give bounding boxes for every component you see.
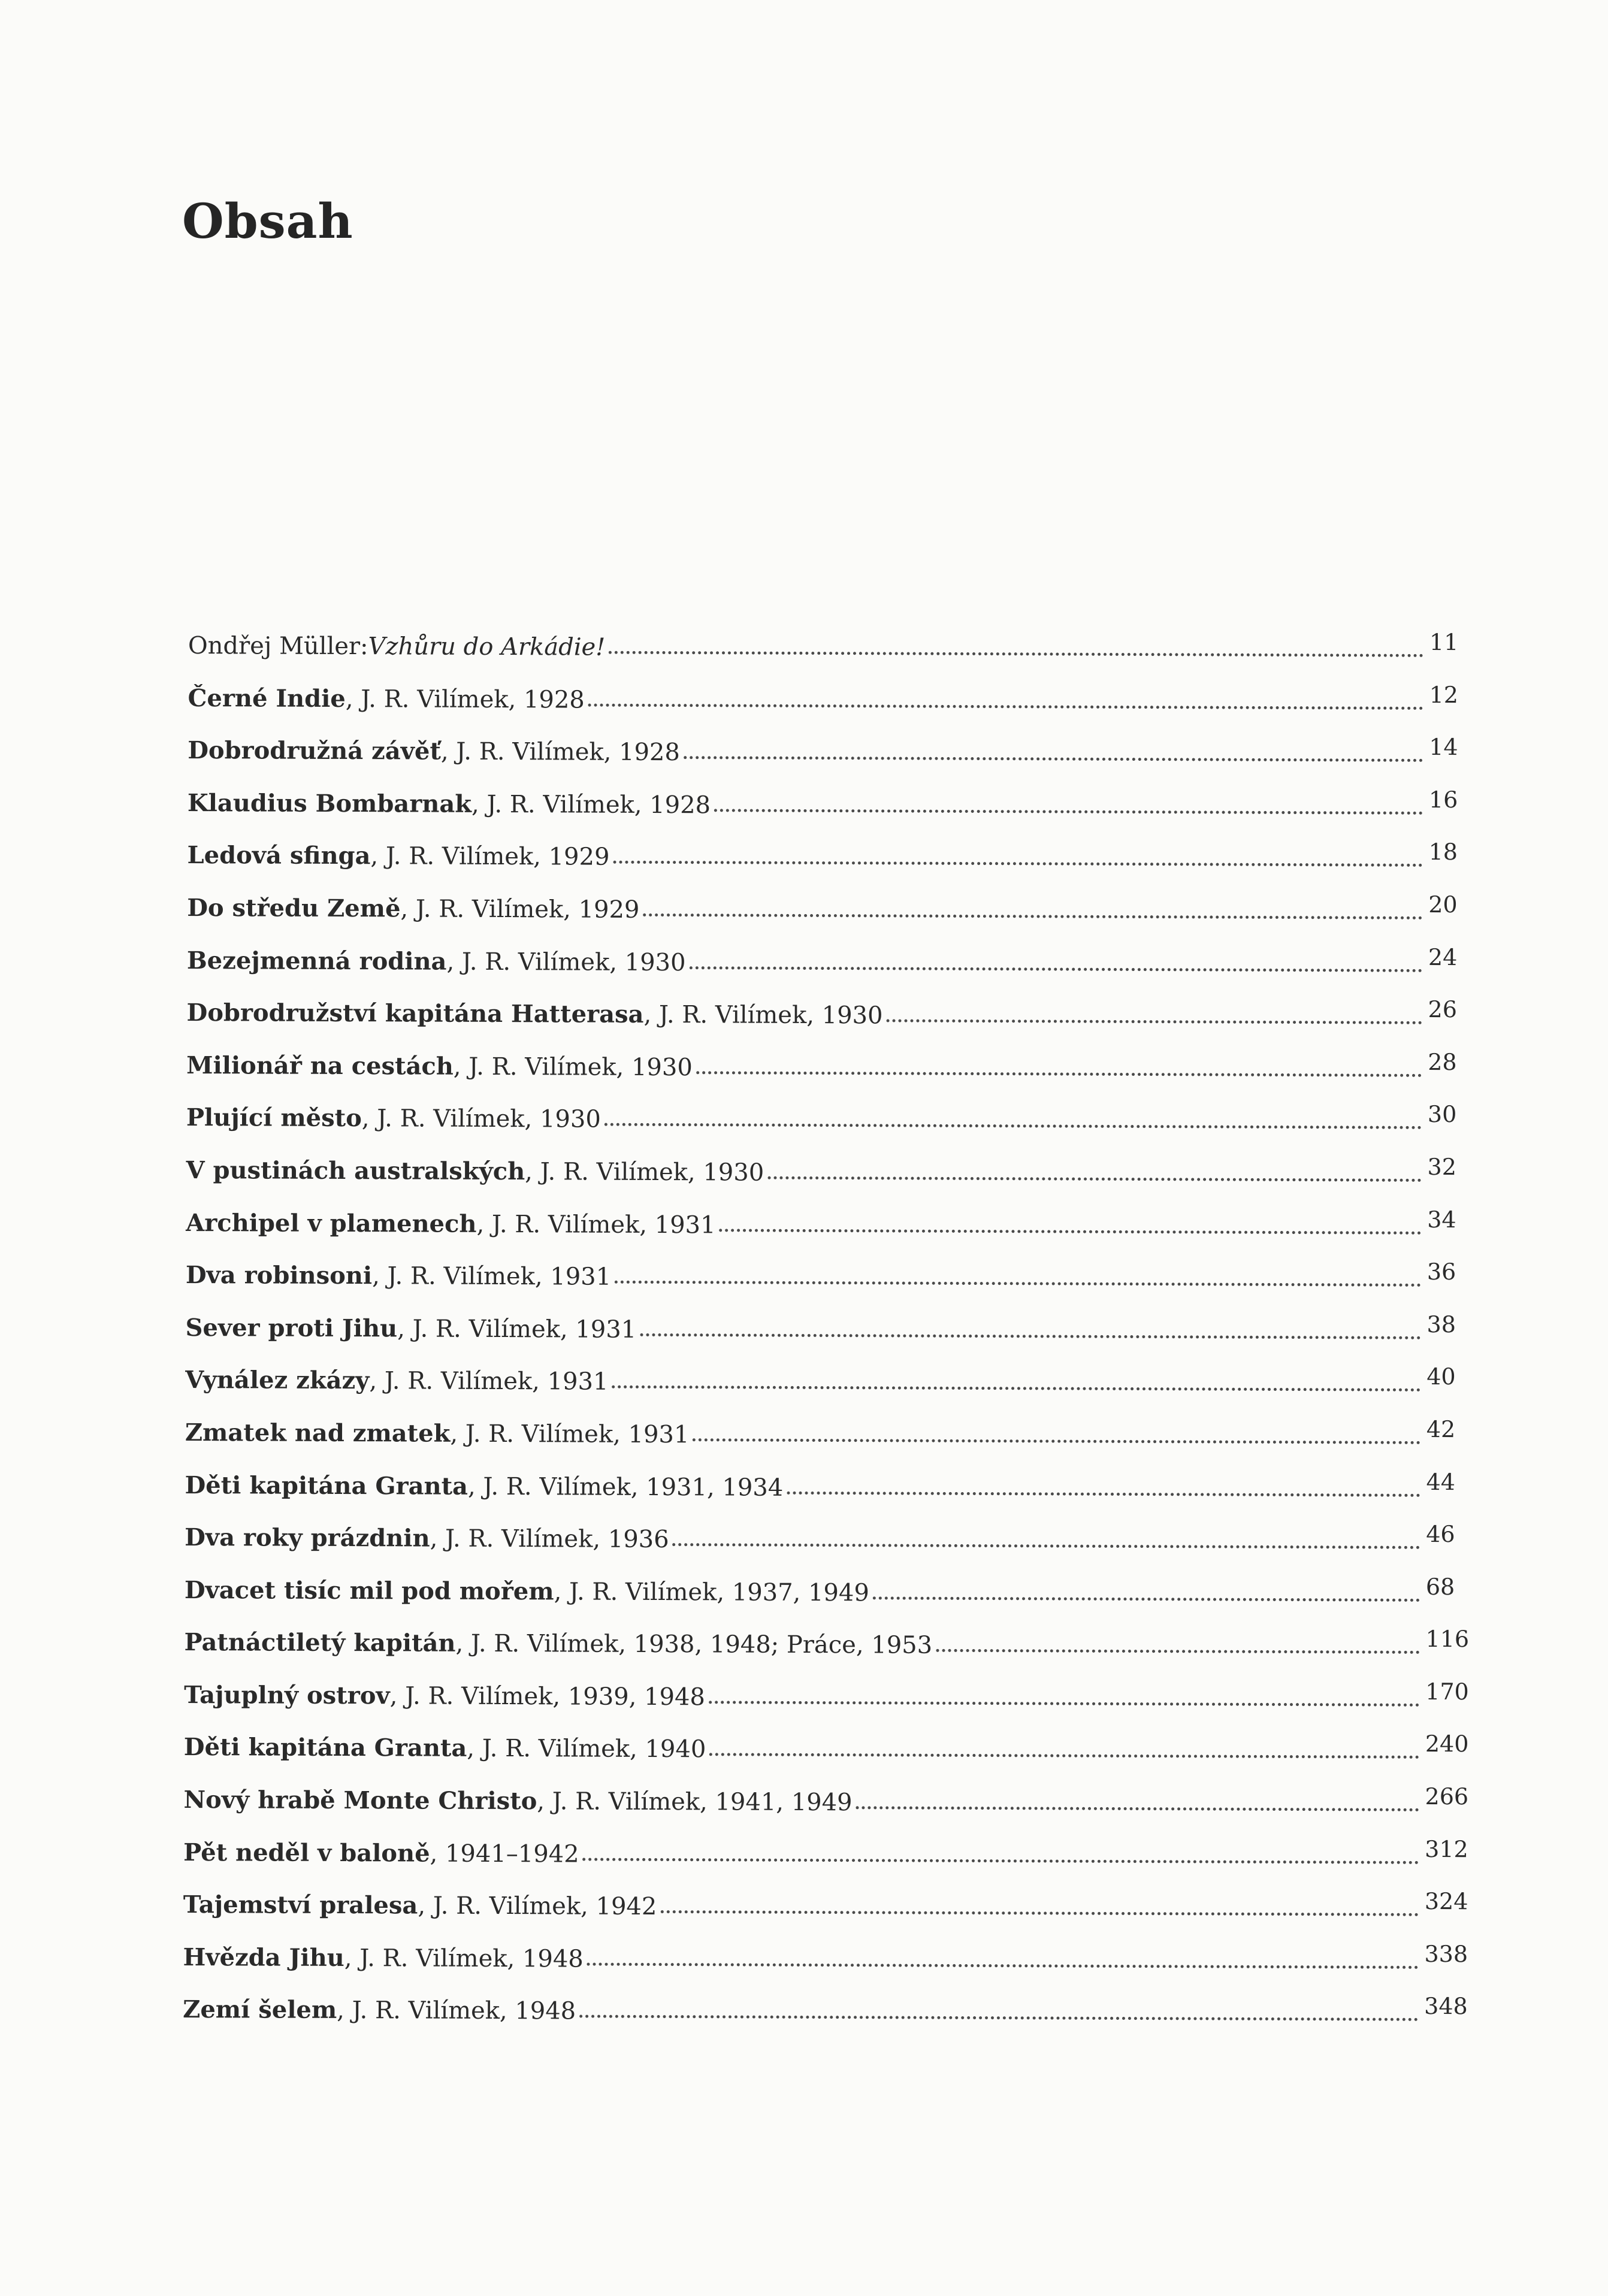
toc-entry-separator: , xyxy=(418,1892,433,1920)
dot-leader xyxy=(719,1229,1421,1234)
toc-entry-separator: , xyxy=(430,1840,446,1868)
toc-entry-title: Patnáctiletý kapitán xyxy=(184,1628,456,1658)
toc-entry[interactable] xyxy=(186,1101,1482,1163)
toc-entry-title: Do středu Země xyxy=(187,893,401,923)
toc-entry-publication: J. R. Vilímek, 1930 xyxy=(461,948,686,976)
toc-entry-separator: , xyxy=(369,1367,385,1395)
toc-entry-publication: J. R. Vilímek, 1937, 1949 xyxy=(569,1578,869,1607)
toc-page-number: 24 xyxy=(1428,943,1458,970)
toc-entry-separator: , xyxy=(453,1052,469,1081)
toc-entry-title: Děti kapitána Granta xyxy=(183,1733,467,1763)
toc-page-number: 11 xyxy=(1429,628,1459,656)
toc-entry-publication: 1941–1942 xyxy=(445,1840,579,1868)
toc-entry[interactable] xyxy=(183,1993,1478,2055)
toc-entry-title: Dobrodružná závěť xyxy=(188,736,441,766)
toc-entry[interactable] xyxy=(187,839,1482,901)
toc-entry-title: Pět neděl v baloně xyxy=(183,1838,430,1868)
toc-entry-publication: J. R. Vilímek, 1931 xyxy=(465,1420,690,1449)
toc-page-number: 324 xyxy=(1424,1888,1468,1915)
dot-leader xyxy=(767,1176,1421,1182)
toc-entry-title: Dvacet tisíc mil pod mořem xyxy=(184,1575,554,1606)
dot-leader xyxy=(612,1386,1420,1391)
toc-page-number: 46 xyxy=(1426,1521,1455,1548)
toc-entry-title: Ledová sfinga xyxy=(187,841,371,870)
toc-entry-separator: , xyxy=(467,1735,482,1763)
toc-entry-separator: , xyxy=(525,1158,540,1186)
toc-entry[interactable] xyxy=(183,1783,1479,1846)
toc-page-number: 34 xyxy=(1427,1206,1456,1233)
dot-leader xyxy=(787,1491,1420,1496)
toc-entry-publication: J. R. Vilímek, 1931 xyxy=(412,1315,637,1344)
toc-entry-separator: , xyxy=(389,1682,406,1710)
dot-leader xyxy=(583,1858,1419,1864)
toc-page-number: 28 xyxy=(1428,1048,1457,1075)
toc-page-number: 170 xyxy=(1425,1678,1469,1705)
toc-entry-title: Zmatek nad zmatek xyxy=(185,1418,451,1448)
toc-entry[interactable] xyxy=(185,1415,1480,1478)
toc-page-number: 312 xyxy=(1425,1835,1468,1862)
dot-leader xyxy=(714,809,1423,815)
toc-entry-separator: , xyxy=(554,1578,570,1606)
toc-intro-author: Ondřej Müller: xyxy=(188,632,368,661)
table-of-contents xyxy=(183,628,1483,2055)
toc-entry[interactable] xyxy=(186,1048,1482,1111)
toc-page-number: 18 xyxy=(1428,839,1458,866)
dot-leader xyxy=(709,1701,1419,1707)
toc-entry-publication: J. R. Vilímek, 1930 xyxy=(658,1001,883,1030)
toc-entry-separator: , xyxy=(361,1105,377,1133)
toc-entry-title: Bezejmenná rodina xyxy=(186,946,447,976)
toc-entry[interactable] xyxy=(183,1731,1479,1793)
toc-entry-publication: J. R. Vilímek, 1931, 1934 xyxy=(483,1472,784,1502)
toc-entry-separator: , xyxy=(372,1262,388,1290)
dot-leader xyxy=(873,1596,1420,1602)
toc-entry-publication: J. R. Vilímek, 1938, 1948; Práce, 1953 xyxy=(470,1630,933,1660)
toc-entry-title: Milionář na cestách xyxy=(186,1051,454,1081)
toc-entry-separator: , xyxy=(344,1944,360,1972)
dot-leader xyxy=(640,1333,1420,1339)
toc-entry-separator: , xyxy=(643,1001,660,1029)
toc-entry[interactable] xyxy=(187,891,1482,954)
toc-entry-separator: , xyxy=(397,1315,413,1343)
toc-page-number: 26 xyxy=(1428,996,1458,1023)
toc-page-number: 38 xyxy=(1426,1311,1456,1338)
toc-entry-publication: J. R. Vilímek, 1928 xyxy=(456,737,680,767)
toc-entry[interactable] xyxy=(184,1573,1480,1636)
dot-leader xyxy=(604,1123,1422,1129)
toc-entry-publication: J. R. Vilímek, 1930 xyxy=(377,1105,601,1133)
dot-leader xyxy=(613,861,1422,867)
toc-intro-work: Vzhůru do Arkádie! xyxy=(368,633,606,661)
dot-leader xyxy=(588,703,1423,709)
toc-page-number: 240 xyxy=(1425,1731,1469,1757)
toc-entry-publication: J. R. Vilímek, 1929 xyxy=(415,895,640,924)
toc-page-number: 40 xyxy=(1426,1363,1456,1390)
dot-leader xyxy=(886,1020,1422,1024)
toc-entry-publication: J. R. Vilímek, 1930 xyxy=(540,1158,764,1187)
toc-entry-title: Tajemství pralesa xyxy=(183,1890,418,1920)
toc-entry[interactable] xyxy=(187,786,1483,849)
toc-entry-title: Dobrodružství kapitána Hatterasa xyxy=(186,999,644,1029)
toc-entry-title: Archipel v plamenech xyxy=(186,1208,477,1238)
toc-page-number: 116 xyxy=(1425,1626,1470,1653)
toc-entry[interactable] xyxy=(185,1311,1480,1374)
toc-entry[interactable] xyxy=(185,1363,1480,1426)
toc-entry-title: Děti kapitána Granta xyxy=(185,1471,469,1501)
dot-leader xyxy=(643,913,1422,919)
toc-entry-title: Plující město xyxy=(186,1103,362,1133)
toc-entry-publication: J. R. Vilímek, 1941, 1949 xyxy=(552,1787,853,1817)
toc-page-number: 338 xyxy=(1424,1940,1468,1968)
toc-entry[interactable] xyxy=(185,1259,1481,1321)
toc-entry-separator: , xyxy=(400,895,416,923)
dot-leader xyxy=(689,966,1422,972)
toc-entry-separator: , xyxy=(455,1630,471,1658)
toc-entry-title: Dva robinsoni xyxy=(185,1261,373,1290)
toc-page-number: 12 xyxy=(1429,681,1459,708)
toc-entry-publication: J. R. Vilímek, 1940 xyxy=(482,1735,706,1763)
toc-entry-separator: , xyxy=(450,1420,466,1448)
toc-entry[interactable] xyxy=(185,1468,1480,1530)
dot-leader xyxy=(609,651,1423,657)
toc-page-number: 68 xyxy=(1425,1573,1455,1600)
toc-entry-separator: , xyxy=(476,1210,492,1238)
toc-entry-title: Sever proti Jihu xyxy=(185,1313,398,1343)
toc-entry[interactable] xyxy=(184,1626,1479,1688)
toc-entry-separator: , xyxy=(471,790,487,818)
toc-entry-title: Vynález zkázy xyxy=(185,1366,370,1395)
toc-entry-publication: J. R. Vilímek, 1931 xyxy=(387,1262,612,1291)
toc-entry[interactable] xyxy=(183,1835,1479,1898)
toc-entry[interactable] xyxy=(184,1678,1479,1741)
dot-leader xyxy=(709,1753,1419,1759)
dot-leader xyxy=(684,756,1423,762)
toc-entry-publication: J. R. Vilímek, 1948 xyxy=(359,1944,584,1973)
toc-entry-title: Nový hrabě Monte Christo xyxy=(183,1786,537,1816)
toc-entry-separator: , xyxy=(537,1787,552,1816)
toc-page-number: 30 xyxy=(1427,1101,1457,1128)
toc-entry[interactable] xyxy=(186,943,1482,1006)
toc-entry[interactable] xyxy=(188,734,1483,796)
toc-entry-publication: J. R. Vilímek, 1928 xyxy=(486,790,711,819)
toc-entry-separator: , xyxy=(440,737,457,766)
toc-entry[interactable] xyxy=(183,1888,1479,1950)
toc-page-number: 44 xyxy=(1426,1468,1456,1495)
dot-leader xyxy=(856,1806,1419,1811)
toc-entry-publication: J. R. Vilímek, 1930 xyxy=(469,1052,693,1081)
toc-entry-separator: , xyxy=(337,1996,352,2025)
toc-page-number: 266 xyxy=(1425,1783,1469,1810)
toc-entry-publication: J. R. Vilímek, 1942 xyxy=(433,1892,657,1921)
toc-page-number: 14 xyxy=(1429,734,1458,761)
toc-page-number: 348 xyxy=(1424,1993,1468,2020)
dot-leader xyxy=(615,1281,1421,1287)
toc-entry-publication: J. R. Vilímek, 1931 xyxy=(384,1367,609,1396)
toc-entry-publication: J. R. Vilímek, 1936 xyxy=(445,1524,669,1554)
toc-page-number: 16 xyxy=(1428,786,1458,813)
dot-leader xyxy=(579,2015,1418,2021)
toc-entry-list xyxy=(183,681,1483,2056)
toc-entry-title: V pustinách australských xyxy=(186,1155,525,1186)
dot-leader xyxy=(936,1649,1419,1654)
toc-entry-publication: J. R. Vilímek, 1939, 1948 xyxy=(405,1682,705,1711)
toc-entry-separator: , xyxy=(446,948,463,976)
toc-page-number: 36 xyxy=(1426,1259,1456,1285)
dot-leader xyxy=(696,1071,1422,1077)
toc-entry-publication: J. R. Vilímek, 1928 xyxy=(361,685,585,714)
toc-entry-publication: J. R. Vilímek, 1931 xyxy=(491,1210,716,1239)
toc-entry-separator: , xyxy=(467,1472,483,1501)
toc-page-number: 20 xyxy=(1428,891,1458,918)
toc-entry-separator: , xyxy=(345,685,361,713)
dot-leader xyxy=(587,1962,1419,1968)
dot-leader xyxy=(660,1910,1419,1916)
toc-page-number: 32 xyxy=(1427,1153,1457,1181)
toc-entry-publication: J. R. Vilímek, 1948 xyxy=(352,1996,576,2025)
toc-entry-title: Zemí šelem xyxy=(183,1995,337,2025)
toc-entry-title: Hvězda Jihu xyxy=(183,1943,344,1972)
toc-entry[interactable] xyxy=(186,1206,1481,1269)
toc-entry[interactable] xyxy=(183,1940,1478,2003)
toc-entry-title: Dva roky prázdnin xyxy=(185,1523,430,1553)
toc-entry[interactable] xyxy=(185,1521,1480,1583)
toc-entry[interactable] xyxy=(186,1153,1481,1216)
toc-page-number: 42 xyxy=(1426,1415,1456,1443)
dot-leader xyxy=(693,1438,1420,1444)
toc-entry-separator: , xyxy=(370,842,386,870)
page-title: Obsah xyxy=(182,193,353,249)
toc-entry[interactable] xyxy=(186,996,1482,1058)
toc-entry-title: Tajuplný ostrov xyxy=(184,1680,390,1710)
toc-entry-title: Černé Indie xyxy=(188,683,346,713)
dot-leader xyxy=(673,1543,1420,1549)
toc-intro-row[interactable] xyxy=(188,628,1483,691)
toc-entry-separator: , xyxy=(430,1524,446,1553)
toc-entry-title: Klaudius Bombarnak xyxy=(187,788,472,818)
toc-entry[interactable] xyxy=(188,681,1483,744)
toc-entry-publication: J. R. Vilímek, 1929 xyxy=(385,842,610,872)
